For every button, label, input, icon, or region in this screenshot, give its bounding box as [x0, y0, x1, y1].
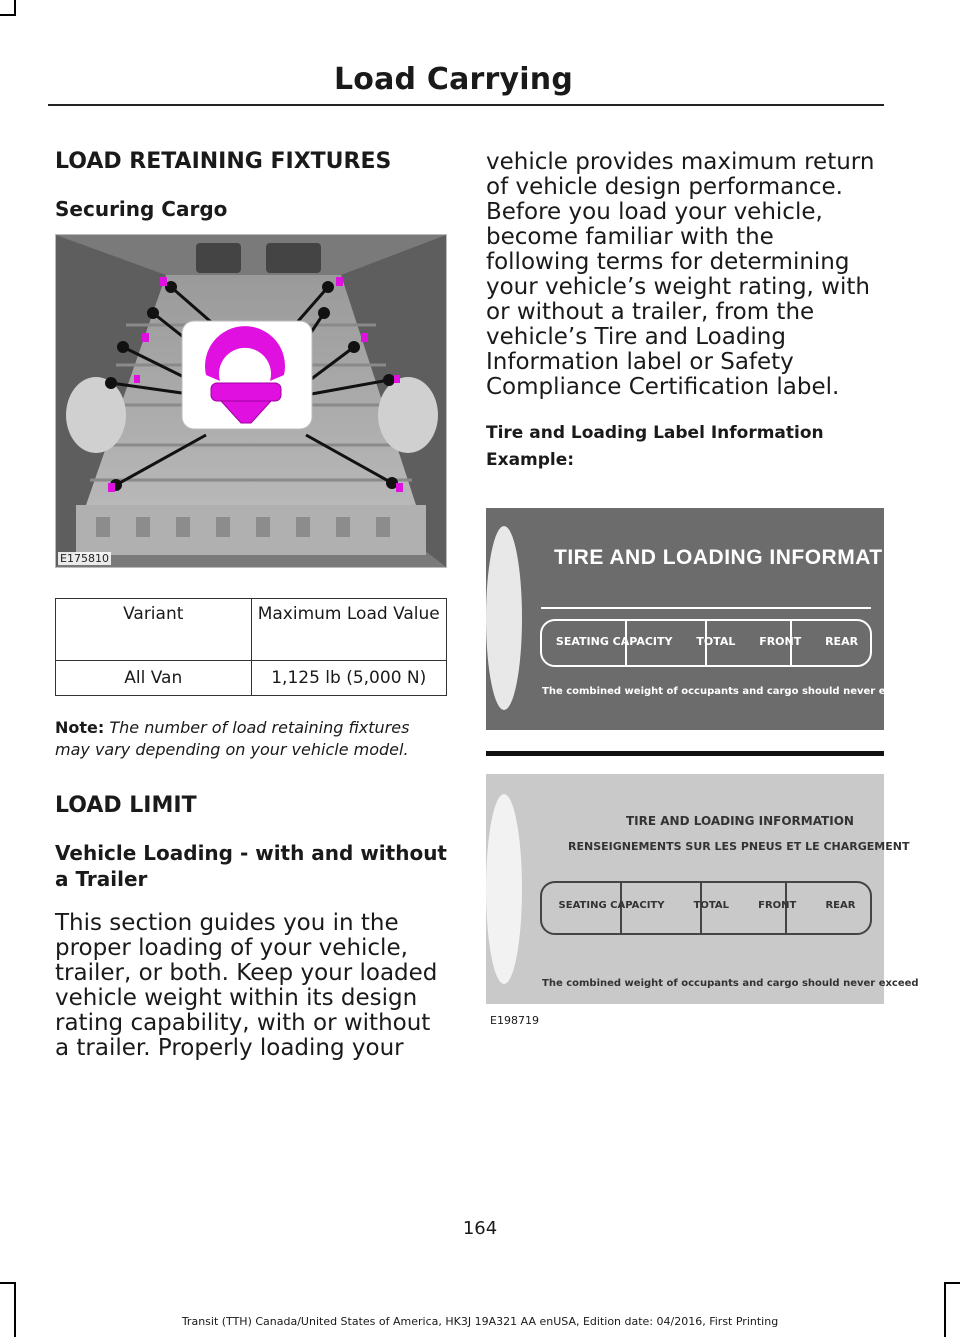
label-cell: SEATING CAPACITY [555, 635, 673, 648]
label-cell: TOTAL [693, 900, 730, 911]
label-cell: FRONT [758, 900, 797, 911]
label-info-heading: Tire and Loading Label Information [486, 423, 824, 443]
print-info: Transit (TTH) Canada/United States of America, HK3J 19A321 AA enUSA, Edition date: 04/2016, First Printing [181, 1315, 779, 1328]
section-heading: LOAD RETAINING FIXTURES [55, 149, 392, 174]
crop-mark [0, 1282, 16, 1284]
load-value-table [55, 598, 447, 696]
cargo-area-figure [55, 234, 447, 568]
table-cell: All Van [56, 661, 252, 696]
crop-mark [944, 1282, 960, 1284]
header-divider [48, 104, 884, 106]
label-title: TIRE AND LOADING INFORMATION [554, 546, 922, 569]
section-heading: LOAD LIMIT [55, 793, 197, 818]
tire-label-example-2 [486, 774, 919, 1004]
label-cell: SEATING CAPACITY [558, 900, 665, 911]
label-row [544, 900, 870, 911]
label-cell: TOTAL [696, 635, 736, 648]
table-cell: 1,125 lb (5,000 N) [251, 661, 447, 696]
label-subtitle: RENSEIGNEMENTS SUR LES PNEUS ET LE CHARGEMENT [568, 840, 910, 853]
figure-code: E175810 [60, 552, 109, 565]
tire-label-graphic [486, 774, 884, 1004]
crop-mark [0, 14, 16, 16]
crop-mark [14, 1282, 16, 1337]
crop-mark [944, 1282, 946, 1337]
right-column [486, 148, 922, 1027]
label-text: The combined weight of occupants and cargo should never exceed [542, 978, 919, 989]
label-cell: REAR [825, 900, 856, 911]
table-header-row [56, 599, 447, 661]
table-header-cell: Maximum Load Value [251, 599, 447, 661]
cargo-floor-illustration [56, 235, 446, 567]
page-number: 164 [462, 1218, 498, 1239]
tire-label-example-1 [486, 508, 922, 730]
subsection-heading: Vehicle Loading - with and without a Trailer [55, 841, 447, 891]
label-row [544, 635, 870, 648]
note-label: Note: [55, 718, 105, 737]
subsection-heading: Securing Cargo [55, 197, 228, 221]
label-cell: FRONT [759, 635, 802, 648]
figure-divider [486, 751, 884, 756]
example-label: Example: [486, 450, 575, 470]
label-text: The combined weight of occupants and cargo should never exceed [542, 686, 919, 697]
figure-code: E198719 [490, 1014, 539, 1027]
label-cell: REAR [825, 635, 859, 648]
table-row [56, 661, 447, 696]
note [55, 717, 447, 761]
table-header-cell: Variant [56, 599, 252, 661]
left-column [55, 148, 447, 1061]
label-title: TIRE AND LOADING INFORMATION [626, 814, 854, 828]
body-paragraph: vehicle provides maximum return of vehicle design performance. Before you load your vehicle, become familiar with the following terms for determining your vehicle’s weight rating, with or without a trailer, from the vehicle’s Tire and Loading Information label or Safety Compliance Certification label. [486, 149, 875, 400]
note-text: The number of load retaining fixtures may vary depending on your vehicle model. [55, 718, 410, 759]
body-paragraph: This section guides you in the proper loading of your vehicle, trailer, or both. Keep your loaded vehicle weight within its design rating capability, with or without a trailer. Properly loading your [55, 910, 438, 1061]
page-title: Load Carrying [333, 62, 573, 97]
